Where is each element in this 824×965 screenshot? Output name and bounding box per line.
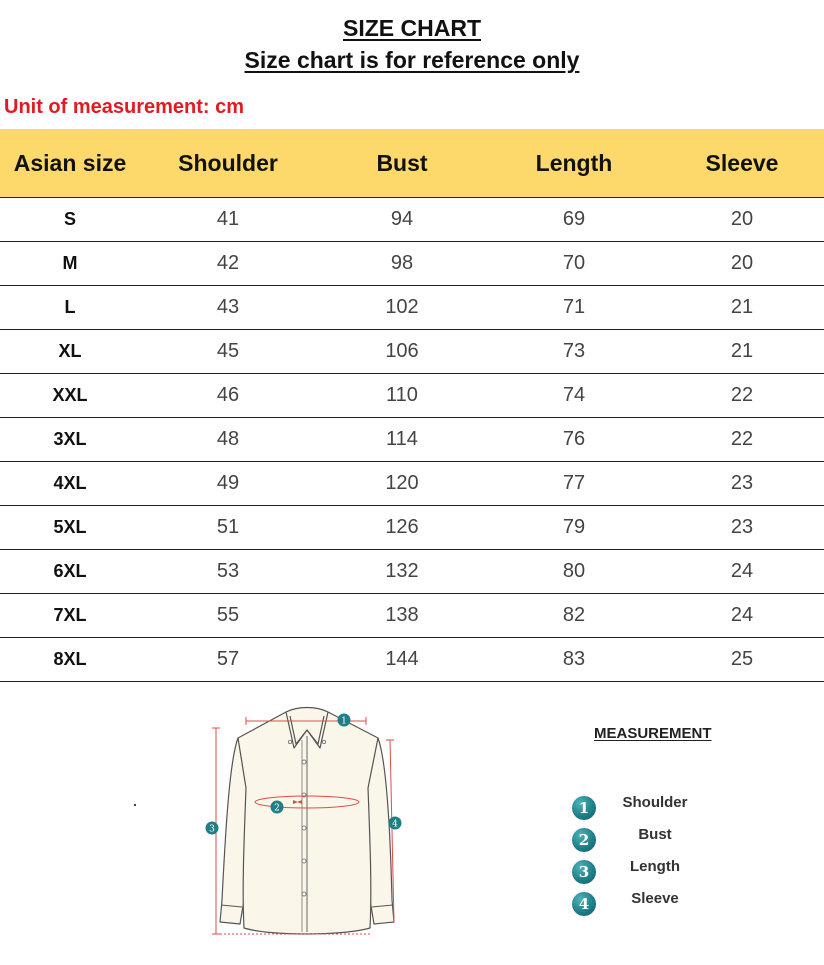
size-cell: 4XL <box>0 462 140 506</box>
table-row <box>0 506 824 550</box>
svg-text:1: 1 <box>341 716 347 727</box>
table-row <box>0 330 824 374</box>
length-cell: 73 <box>488 330 660 374</box>
shirt-measurement-icon <box>190 700 420 945</box>
length-cell: 83 <box>488 638 660 682</box>
sleeve-cell: 22 <box>660 418 824 462</box>
legend-item-shoulder <box>572 790 732 822</box>
size-table-body <box>0 198 824 682</box>
shoulder-cell: 53 <box>140 550 316 594</box>
col-header-length: Length <box>488 129 660 198</box>
shoulder-cell: 49 <box>140 462 316 506</box>
svg-text:4: 4 <box>392 819 398 830</box>
shoulder-cell: 46 <box>140 374 316 418</box>
bust-cell: 144 <box>316 638 488 682</box>
size-cell: 8XL <box>0 638 140 682</box>
bust-cell: 132 <box>316 550 488 594</box>
table-row <box>0 418 824 462</box>
shirt-diagram <box>190 700 420 945</box>
sleeve-cell: 25 <box>660 638 824 682</box>
size-table <box>0 129 824 682</box>
marker-2 <box>271 801 284 814</box>
size-cell: S <box>0 198 140 242</box>
size-cell: 6XL <box>0 550 140 594</box>
size-cell: L <box>0 286 140 330</box>
measurement-legend <box>572 790 732 918</box>
number-4-icon: 4 <box>572 892 596 916</box>
shoulder-cell: 51 <box>140 506 316 550</box>
marker-1 <box>338 714 351 727</box>
length-cell: 71 <box>488 286 660 330</box>
length-cell: 77 <box>488 462 660 506</box>
header-row <box>0 129 824 198</box>
legend-item-length <box>572 854 732 886</box>
sleeve-cell: 23 <box>660 506 824 550</box>
shoulder-cell: 45 <box>140 330 316 374</box>
size-cell: 3XL <box>0 418 140 462</box>
bust-cell: 120 <box>316 462 488 506</box>
legend-label: Sleeve <box>631 890 679 907</box>
length-cell: 80 <box>488 550 660 594</box>
number-3-icon: 3 <box>572 860 596 884</box>
length-cell: 74 <box>488 374 660 418</box>
size-table-header <box>0 129 824 198</box>
bust-cell: 138 <box>316 594 488 638</box>
size-cell: 5XL <box>0 506 140 550</box>
sleeve-cell: 24 <box>660 594 824 638</box>
page-title: SIZE CHART <box>343 15 481 41</box>
legend-label: Bust <box>638 826 672 843</box>
svg-text:2: 2 <box>274 803 280 814</box>
table-row <box>0 242 824 286</box>
length-cell: 82 <box>488 594 660 638</box>
bust-cell: 102 <box>316 286 488 330</box>
length-cell: 70 <box>488 242 660 286</box>
unit-label: Unit of measurement: cm <box>4 96 245 118</box>
col-header-shoulder: Shoulder <box>140 129 316 198</box>
sleeve-cell: 20 <box>660 198 824 242</box>
bust-cell: 114 <box>316 418 488 462</box>
stray-dot <box>134 804 136 806</box>
bust-cell: 110 <box>316 374 488 418</box>
legend-title: MEASUREMENT <box>594 725 712 742</box>
shoulder-cell: 55 <box>140 594 316 638</box>
sleeve-cell: 21 <box>660 286 824 330</box>
col-header-sleeve: Sleeve <box>660 129 824 198</box>
table-row <box>0 550 824 594</box>
marker-4 <box>389 817 402 830</box>
shoulder-cell: 41 <box>140 198 316 242</box>
svg-text:3: 3 <box>209 824 215 835</box>
table-row <box>0 374 824 418</box>
size-cell: M <box>0 242 140 286</box>
sleeve-cell: 21 <box>660 330 824 374</box>
length-cell: 69 <box>488 198 660 242</box>
table-row <box>0 594 824 638</box>
table-row <box>0 198 824 242</box>
legend-label: Length <box>630 858 680 875</box>
shoulder-cell: 42 <box>140 242 316 286</box>
page-subtitle: Size chart is for reference only <box>244 47 580 73</box>
shoulder-cell: 48 <box>140 418 316 462</box>
bust-cell: 126 <box>316 506 488 550</box>
size-cell: XL <box>0 330 140 374</box>
sleeve-cell: 22 <box>660 374 824 418</box>
table-row <box>0 286 824 330</box>
legend-item-bust <box>572 822 732 854</box>
bust-cell: 98 <box>316 242 488 286</box>
sleeve-cell: 20 <box>660 242 824 286</box>
sleeve-cell: 23 <box>660 462 824 506</box>
bust-cell: 94 <box>316 198 488 242</box>
bust-cell: 106 <box>316 330 488 374</box>
size-cell: 7XL <box>0 594 140 638</box>
number-2-icon: 2 <box>572 828 596 852</box>
shoulder-cell: 43 <box>140 286 316 330</box>
number-1-icon: 1 <box>572 796 596 820</box>
length-cell: 76 <box>488 418 660 462</box>
shoulder-cell: 57 <box>140 638 316 682</box>
table-row <box>0 638 824 682</box>
table-row <box>0 462 824 506</box>
size-cell: XXL <box>0 374 140 418</box>
sleeve-cell: 24 <box>660 550 824 594</box>
length-cell: 79 <box>488 506 660 550</box>
legend-label: Shoulder <box>622 794 688 811</box>
marker-3 <box>206 822 219 835</box>
col-header-size: Asian size <box>0 129 140 198</box>
col-header-bust: Bust <box>316 129 488 198</box>
legend-item-sleeve <box>572 886 732 918</box>
